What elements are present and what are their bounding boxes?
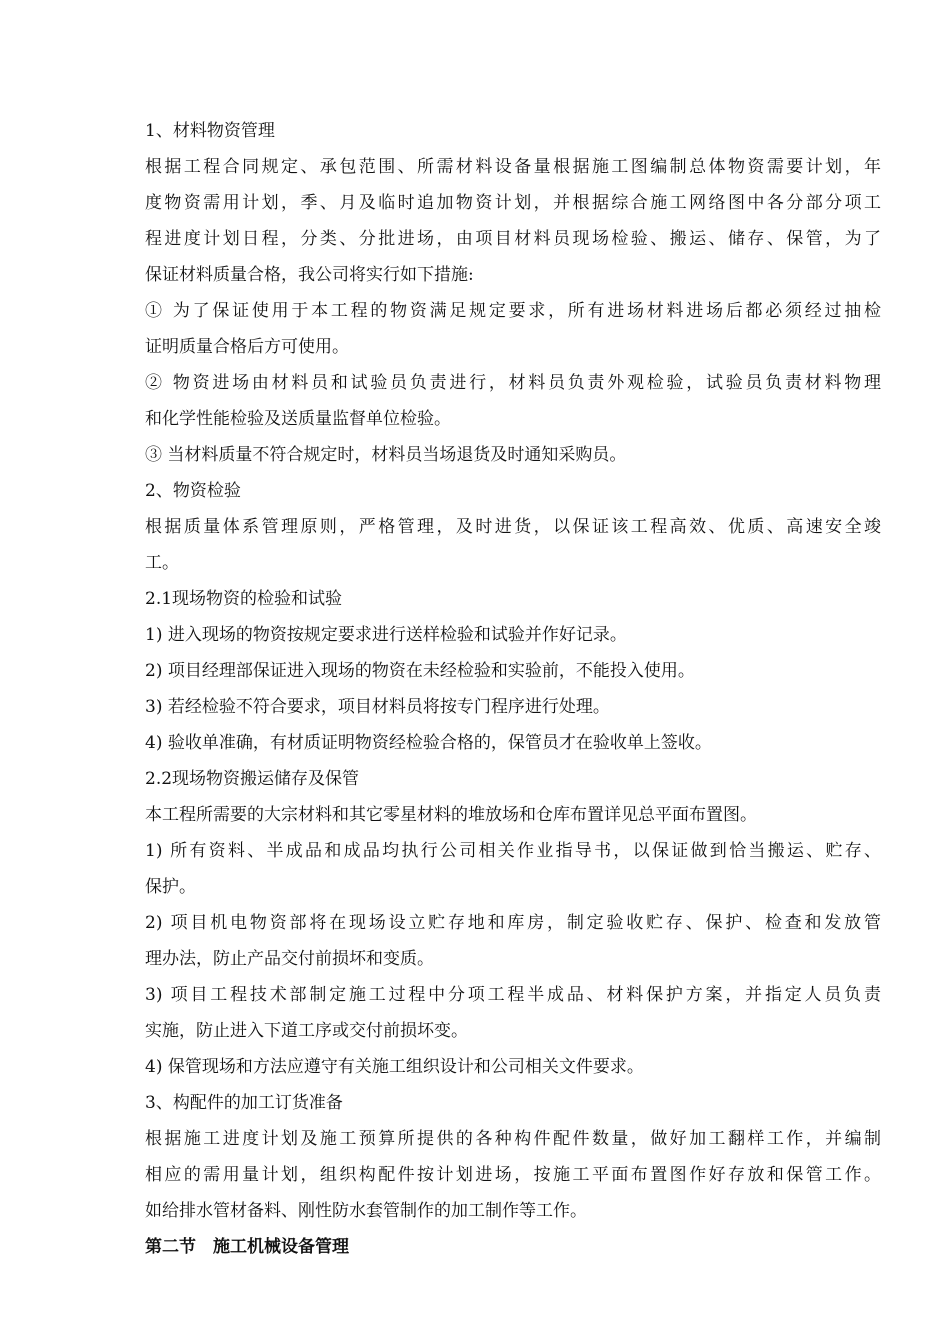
text-line: 保证材料质量合格，我公司将实行如下措施:	[145, 265, 474, 285]
text-line: 1) 所有资料、半成品和成品均执行公司相关作业指导书，以保证做到恰当搬运、贮存、	[145, 841, 881, 861]
text-line: 证明质量合格后方可使用。	[145, 337, 349, 357]
text-line: 本工程所需要的大宗材料和其它零星材料的堆放场和仓库布置详见总平面布置图。	[145, 805, 757, 825]
text-line: ③ 当材料质量不符合规定时，材料员当场退货及时通知采购员。	[145, 445, 627, 465]
text-line: 3) 若经检验不符合要求，项目材料员将按专门程序进行处理。	[145, 697, 610, 717]
text-line: 2、物资检验	[145, 481, 241, 501]
text-line: 度物资需用计划，季、月及临时追加物资计划，并根据综合施工网络图中各分部分项工	[145, 193, 881, 213]
text-line: 1、材料物资管理	[145, 121, 275, 141]
text-line: 3) 项目工程技术部制定施工过程中分项工程半成品、材料保护方案，并指定人员负责	[145, 985, 881, 1005]
text-line: 和化学性能检验及送质量监督单位检验。	[145, 409, 451, 429]
text-line: 2) 项目机电物资部将在现场设立贮存地和库房，制定验收贮存、保护、检查和发放管	[145, 913, 881, 933]
text-line: 1) 进入现场的物资按规定要求进行送样检验和试验并作好记录。	[145, 625, 627, 645]
text-line: ② 物资进场由材料员和试验员负责进行，材料员负责外观检验，试验员负责材料物理	[145, 373, 881, 393]
text-line: 2.2现场物资搬运储存及保管	[145, 769, 360, 789]
section-heading: 第二节 施工机械设备管理	[145, 1237, 349, 1257]
text-line: 根据质量体系管理原则，严格管理，及时进货，以保证该工程高效、优质、高速安全竣	[145, 517, 881, 537]
text-line: 2) 项目经理部保证进入现场的物资在未经检验和实验前，不能投入使用。	[145, 661, 695, 681]
text-line: 4) 验收单准确，有材质证明物资经检验合格的，保管员才在验收单上签收。	[145, 733, 712, 753]
text-line: 2.1现场物资的检验和试验	[145, 589, 343, 609]
text-line: 根据施工进度计划及施工预算所提供的各种构件配件数量，做好加工翻样工作，并编制	[145, 1129, 881, 1149]
text-line: ① 为了保证使用于本工程的物资满足规定要求，所有进场材料进场后都必须经过抽检	[145, 301, 881, 321]
text-line: 4) 保管现场和方法应遵守有关施工组织设计和公司相关文件要求。	[145, 1057, 644, 1077]
text-line: 实施，防止进入下道工序或交付前损坏变。	[145, 1021, 468, 1041]
text-line: 理办法，防止产品交付前损坏和变质。	[145, 949, 434, 969]
text-line: 保护。	[145, 877, 196, 897]
text-line: 工。	[145, 553, 179, 573]
text-line: 根据工程合同规定、承包范围、所需材料设备量根据施工图编制总体物资需要计划，年	[145, 157, 881, 177]
text-line: 3、构配件的加工订货准备	[145, 1093, 343, 1113]
text-line: 程进度计划日程，分类、分批进场，由项目材料员现场检验、搬运、储存、保管，为了	[145, 229, 881, 249]
text-line: 相应的需用量计划，组织构配件按计划进场，按施工平面布置图作好存放和保管工作。	[145, 1165, 881, 1185]
text-line: 如给排水管材备料、刚性防水套管制作的加工制作等工作。	[145, 1201, 587, 1221]
document-body	[145, 113, 881, 1265]
